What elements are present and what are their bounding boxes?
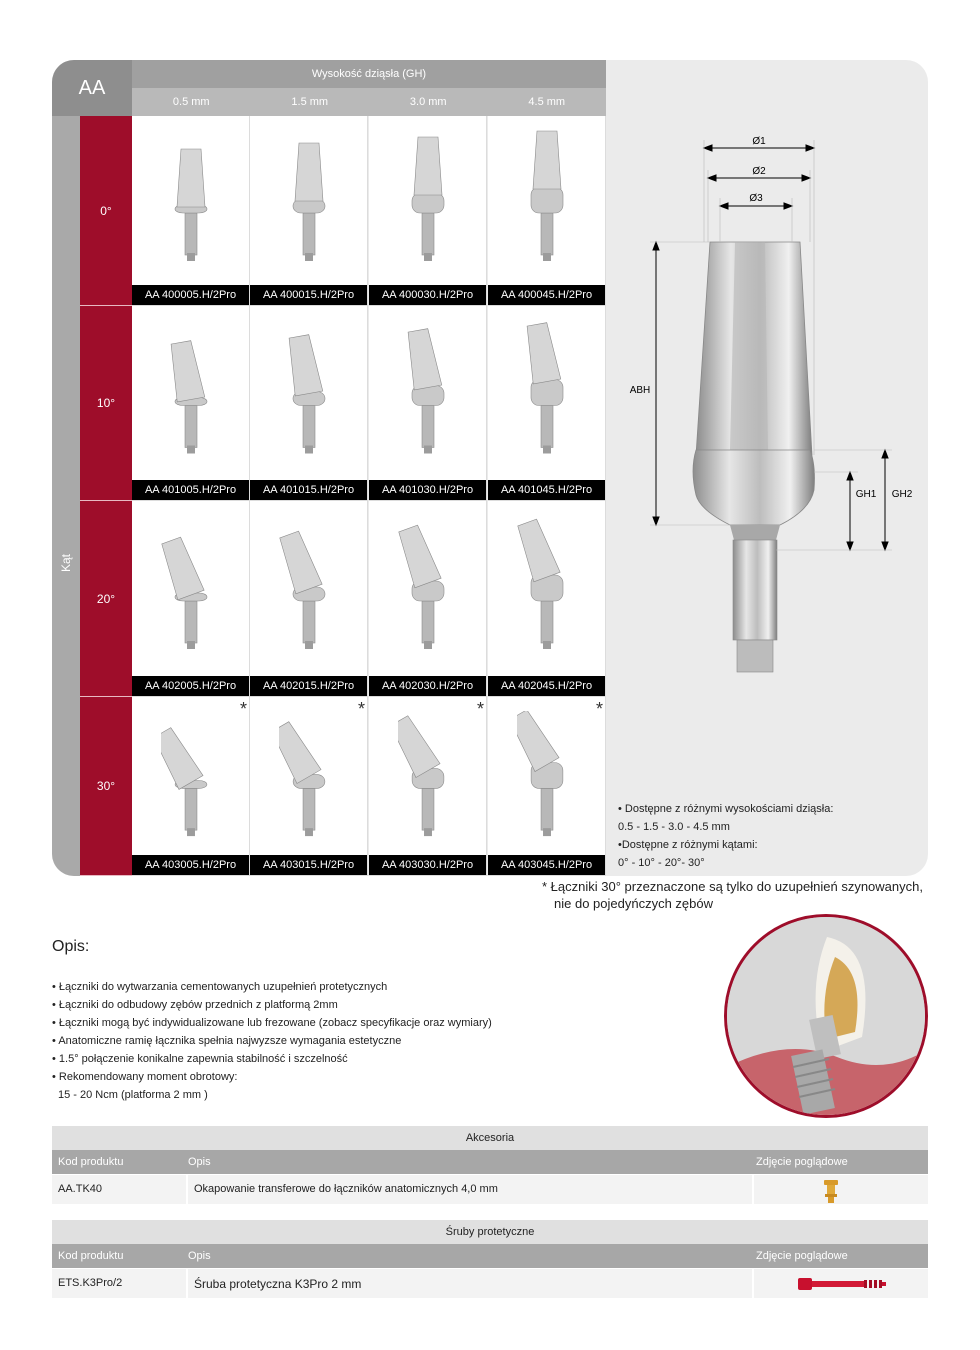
abutment-cell — [369, 501, 487, 697]
footnote-star: * — [595, 699, 603, 719]
footnote-star: * — [476, 699, 484, 719]
abutment-image — [161, 130, 221, 280]
angle-label: 30° — [80, 697, 132, 876]
angle-rows — [80, 116, 132, 876]
gingival-height-columns — [132, 88, 606, 116]
transfer-coping-icon — [818, 1178, 844, 1204]
abutment-image — [279, 515, 339, 671]
torque-value: 15 - 20 Ncm (platforma 2 mm ) — [58, 1089, 208, 1101]
table-row — [52, 1268, 928, 1298]
abutment-image — [517, 515, 577, 671]
dimension-gh2: GH2 — [891, 489, 913, 500]
abutment-image — [517, 130, 577, 280]
abutment-image — [398, 320, 458, 475]
product-code-label: AA 401030.H/2Pro — [369, 480, 486, 500]
availability-angles-values: 0° - 10° - 20°- 30° — [618, 857, 705, 869]
abutment-image — [161, 711, 221, 850]
description-item: • Łączniki mogą być indywidualizowane lub frezowane (zobacz specyfikacje oraz wymiary) — [52, 1014, 492, 1032]
product-code-label: AA 402030.H/2Pro — [369, 676, 486, 696]
abutment-image — [161, 320, 221, 475]
prosthetic-screw-icon — [796, 1276, 888, 1292]
product-code-label: AA 402045.H/2Pro — [488, 676, 605, 696]
table-row — [52, 1174, 928, 1204]
product-code-label: AA 402015.H/2Pro — [250, 676, 367, 696]
abutment-cell — [488, 697, 606, 876]
accessories-header — [52, 1150, 928, 1174]
col-product-code: Kod produktu — [58, 1156, 124, 1168]
product-code-label: AA 403015.H/2Pro — [250, 855, 367, 875]
product-code-label: AA 400015.H/2Pro — [250, 285, 367, 305]
product-code-label: AA 403045.H/2Pro — [488, 855, 605, 875]
abutment-cell — [132, 501, 250, 697]
description-item: • Rekomendowany moment obrotowy: — [52, 1068, 492, 1086]
clinical-illustration — [724, 914, 928, 1118]
description-item: • 1.5° połączenie konikalne zapewnia stabilność i szczelność — [52, 1050, 492, 1068]
abutment-dimension-drawing — [600, 130, 920, 690]
col-description: Opis — [188, 1156, 211, 1168]
description-item: • Anatomiczne ramię łącznika spełnia najwyzsze wymagania estetyczne — [52, 1032, 492, 1050]
angle-label: 20° — [80, 501, 132, 697]
abutment-cell — [488, 501, 606, 697]
product-code-label: AA 401015.H/2Pro — [250, 480, 367, 500]
abutment-image — [398, 515, 458, 671]
footnote-star: * — [357, 699, 365, 719]
product-code-label: AA 402005.H/2Pro — [132, 676, 249, 696]
col-product-code: Kod produktu — [58, 1250, 124, 1262]
description-item: • Łączniki do wytwarzania cementowanych uzupełnień protetycznych — [52, 978, 492, 996]
description-title: Opis: — [52, 938, 90, 955]
col-photo: Zdjęcie poglądowe — [756, 1156, 848, 1168]
abutment-cell — [369, 116, 487, 306]
footnote-star: * — [239, 699, 247, 719]
abutment-cell — [250, 116, 368, 306]
angle-axis-label: Kąt — [59, 554, 73, 573]
abutment-cell — [250, 306, 368, 501]
product-code: ETS.K3Pro/2 — [58, 1277, 123, 1289]
description-item: • Łączniki do odbudowy zębów przednich z platformą 2mm — [52, 996, 492, 1014]
col-description: Opis — [188, 1250, 211, 1262]
product-code-label: AA 403005.H/2Pro — [132, 855, 249, 875]
product-description: Okapowanie transferowe do łączników anatomicznych 4,0 mm — [194, 1183, 498, 1195]
product-code-label: AA 401005.H/2Pro — [132, 480, 249, 500]
abutment-cell — [488, 306, 606, 501]
abutment-cell — [132, 306, 250, 501]
footnote-line: nie do pojedyńczych zębów — [554, 896, 713, 911]
availability-angles-label: •Dostępne z różnymi kątami: — [618, 839, 758, 851]
abutment-image — [279, 130, 339, 280]
abutment-image — [517, 320, 577, 475]
dimension-d1: Ø1 — [752, 136, 766, 147]
product-code-label: AA 400005.H/2Pro — [132, 285, 249, 305]
screws-header — [52, 1244, 928, 1268]
angle-label: 0° — [80, 116, 132, 306]
gh-column-label: 1.5 mm — [291, 96, 329, 108]
description-list — [52, 978, 492, 1104]
col-photo: Zdjęcie poglądowe — [756, 1250, 848, 1262]
product-code-label: AA 403030.H/2Pro — [369, 855, 486, 875]
product-code: AA.TK40 — [58, 1183, 103, 1195]
abutment-cell — [250, 697, 368, 876]
tooth-implant-illustration — [727, 917, 928, 1118]
abutment-cell — [250, 501, 368, 697]
product-line-label: AA — [52, 60, 132, 116]
abutment-image — [161, 515, 221, 671]
product-code-label: AA 400030.H/2Pro — [369, 285, 486, 305]
abutment-grid — [132, 116, 606, 876]
availability-heights-label: • Dostępne z różnymi wysokościami dziąsła: — [618, 803, 834, 815]
accessories-title: Akcesoria — [52, 1126, 928, 1150]
screws-title: Śruby protetyczne — [52, 1220, 928, 1244]
product-code-label: AA 401045.H/2Pro — [488, 480, 605, 500]
footnote — [542, 878, 923, 912]
dimension-abh: ABH — [629, 385, 651, 396]
product-code-label: AA 400045.H/2Pro — [488, 285, 605, 305]
dimension-d2: Ø2 — [752, 166, 766, 177]
gh-column-label: 4.5 mm — [528, 96, 566, 108]
abutment-image — [279, 320, 339, 475]
abutment-cell — [369, 306, 487, 501]
angle-axis — [52, 116, 80, 876]
availability-note — [618, 800, 833, 872]
abutment-cell — [488, 116, 606, 306]
abutment-image — [517, 711, 577, 850]
accessories-table — [52, 1126, 928, 1204]
footnote-line: * Łączniki 30° przeznaczone są tylko do uzupełnień szynowanych, — [542, 879, 923, 894]
abutment-image — [398, 130, 458, 280]
availability-heights-values: 0.5 - 1.5 - 3.0 - 4.5 mm — [618, 821, 730, 833]
dimension-d3: Ø3 — [749, 193, 763, 204]
gh-column-label: 0.5 mm — [172, 96, 210, 108]
gh-column-label: 3.0 mm — [409, 96, 447, 108]
gingival-height-header: Wysokość dziąsła (GH) — [132, 60, 606, 88]
abutment-image — [279, 711, 339, 850]
abutment-cell — [132, 116, 250, 306]
abutment-cell — [132, 697, 250, 876]
abutment-cell — [369, 697, 487, 876]
angle-label: 10° — [80, 306, 132, 501]
dimension-gh1: GH1 — [855, 489, 877, 500]
abutment-image — [398, 711, 458, 850]
screws-table — [52, 1220, 928, 1298]
product-description: Śruba protetyczna K3Pro 2 mm — [194, 1277, 362, 1291]
